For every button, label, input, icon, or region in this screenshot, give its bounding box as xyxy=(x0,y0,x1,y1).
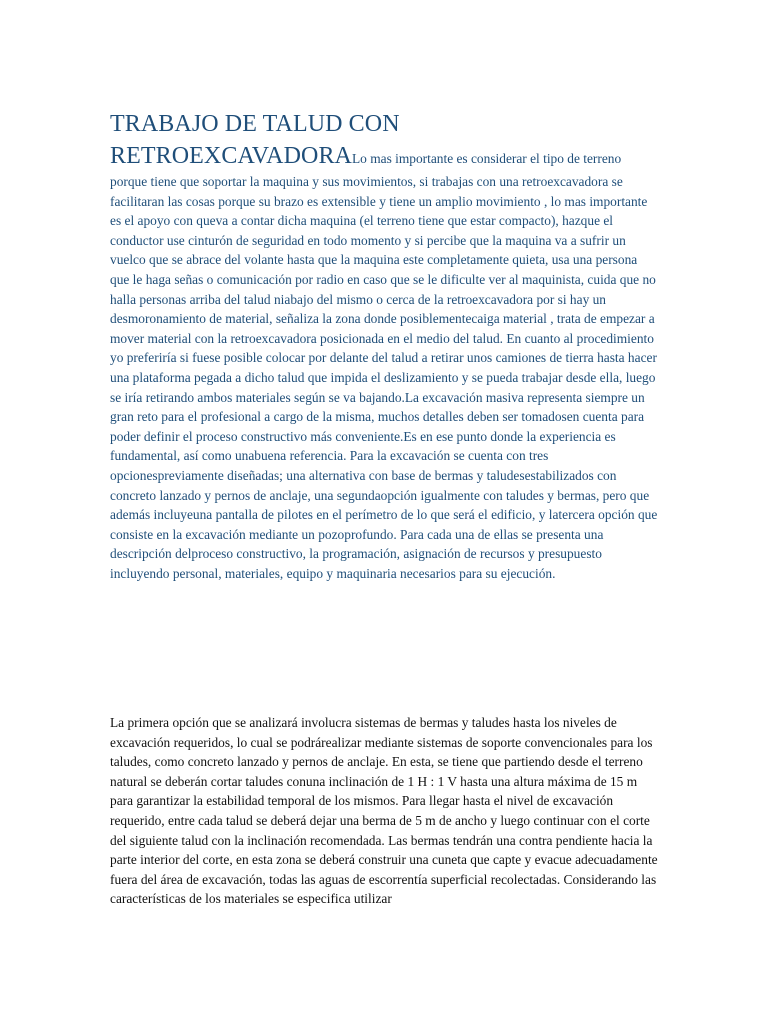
document-title: TRABAJO DE TALUD CON RETROEXCAVADORA xyxy=(110,111,400,169)
section-talud-text: Lo mas importante es considerar el tipo de terreno porque tiene que soportar la maquina y sus movimientos, si trabajas con una retroexcavadora se facilitaran las cosas porque su brazo es extensible y tiene un amplio movimiento , lo mas importante es el apoyo con queva a contar dicha maquina (el terreno tiene que estar compacto), hazque el conductor use cinturón de seguridad en todo momento y si percibe que la maquina va a sufrir un vuelco que se abrace del volante hasta que la maquina este completamente quieta, usa una persona que le haga señas o comunicación por radio en caso que se le dificulte ver al maquinista, cuida que no halla personas arriba del talud niabajo del mismo o cerca de la retroexcavadora por si hay un desmoronamiento de material, señaliza la zona donde posiblementecaiga material , trata de empezar a mover material con la retroexcavadora posicionada en el medio del talud. En cuanto al procedimiento yo preferiría si fuese posible colocar por delante del talud a retirar unos camiones de tierra hasta hacer una plataforma pegada a dicho talud que impida el deslizamiento y se pueda trabajar desde ella, luego se iría retirando ambos materiales según se va bajando.La excavación masiva representa siempre un gran reto para el profesional a cargo de la misma, muchos detalles deben ser tomadosen cuenta para poder definir el proceso constructivo más conveniente.Es en ese punto donde la experiencia es fundamental, así como unabuena referencia. Para la excavación se cuenta con tres opcionespreviamente diseñadas; una alternativa con base de bermas y taludesestabilizados con concreto lanzado y pernos de anclaje, una segundaopción igualmente con taludes y bermas, pero que además incluyeuna pantalla de pilotes en el perímetro de lo que será el edificio, y latercera opción que consiste en la excavación mediante un pozoprofundo. Para cada una de ellas se presenta una descripción delproceso constructivo, la programación, asignación de recursos y presupuesto incluyendo personal, materiales, equipo y maquinaria necesarios para su ejecución. xyxy=(110,151,658,581)
section-talud xyxy=(110,108,658,583)
section-primera-opcion xyxy=(110,713,658,909)
section-primera-opcion-text: La primera opción que se analizará involucra sistemas de bermas y taludes hasta los niveles de excavación requeridos, lo cual se podrárealizar mediante sistemas de soporte convencionales para los taludes, como concreto lanzado y pernos de anclaje. En esta, se tiene que partiendo desde el terreno natural se deberán cortar taludes conuna inclinación de 1 H : 1 V hasta una altura máxima de 15 m para garantizar la estabilidad temporal de los mismos. Para llegar hasta el nivel de excavación requerido, entre cada talud se deberá dejar una berma de 5 m de ancho y luego continuar con el corte del siguiente talud con la inclinación recomendada. Las bermas tendrán una contra pendiente hacia la parte interior del corte, en esta zona se deberá construir una cuneta que capte y evacue adecuadamente fuera del área de excavación, todas las aguas de escorrentía superficial recolectadas. Considerando las características de los materiales se especifica utilizar xyxy=(110,715,658,907)
